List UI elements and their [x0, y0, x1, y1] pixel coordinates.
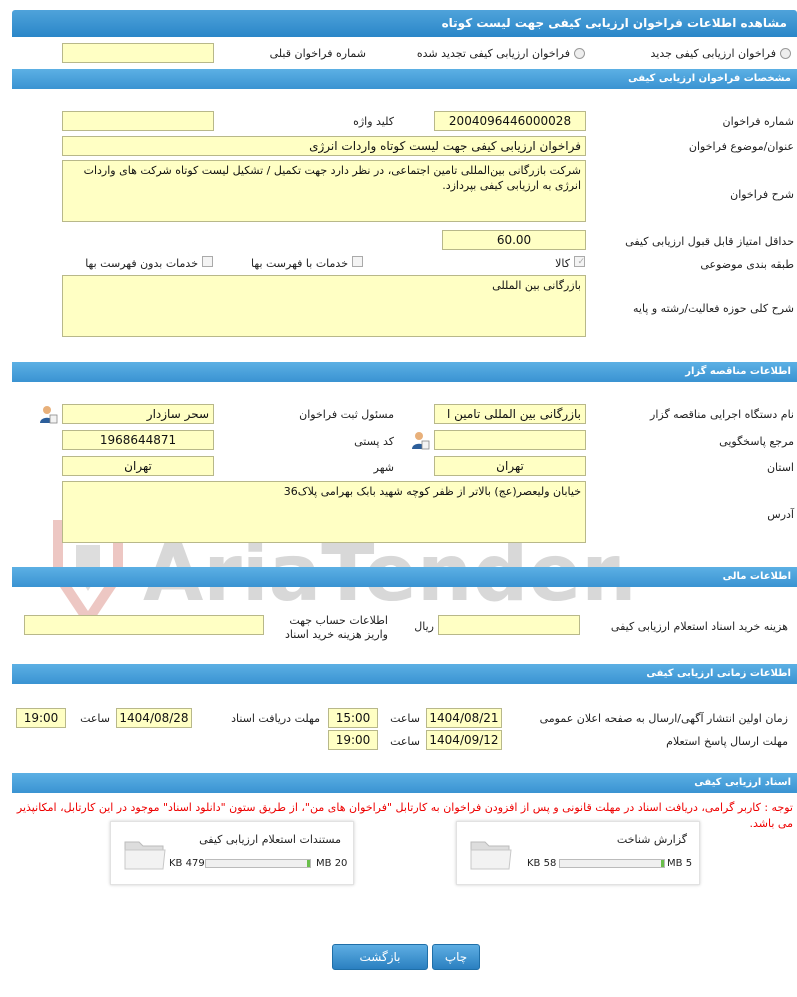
executive-org-label: نام دستگاه اجرایی مناقصه گزار [650, 408, 794, 421]
call-officer-label: مسئول ثبت فراخوان [299, 408, 394, 421]
keyword-label: کلید واژه [353, 115, 394, 128]
activity-field[interactable]: بازرگانی بین المللی [62, 275, 586, 337]
receive-deadline-label: مهلت دریافت اسناد [231, 712, 320, 725]
previous-call-number-label: شماره فراخوان قبلی [269, 47, 366, 60]
doc-cost-field[interactable] [438, 615, 580, 635]
activity-label: شرح کلی حوزه فعالیت/رشته و پایه [633, 302, 794, 315]
doc-cost-label: هزینه خرید اسناد استعلام ارزیابی کیفی [610, 620, 788, 633]
page-title: مشاهده اطلاعات فراخوان ارزیابی کیفی جهت لیست کوتاه [12, 10, 797, 37]
document-size-bar [559, 859, 665, 868]
services-with-list-checkbox[interactable] [352, 256, 363, 267]
description-field[interactable]: شرکت بازرگانی بین‌المللی تامین اجتماعی، در نظر دارد جهت تکمیل / تشکیل لیست کوتاه شرکت های واردات انرژی به ارزیابی کیفی بپردازد. [62, 160, 586, 222]
section-timing-info: اطلاعات زمانی ارزیابی کیفی [12, 664, 797, 684]
city-label: شهر [373, 461, 394, 474]
section-financial-info: اطلاعات مالی [12, 567, 797, 587]
renewed-call-label: فراخوان ارزیابی کیفی تجدید شده [416, 47, 570, 60]
min-score-label: حداقل امتیاز قابل قبول ارزیابی کیفی [625, 235, 794, 248]
section-call-specs: مشخصات فراخوان ارزیابی کیفی [12, 69, 797, 89]
reply-deadline-label: مهلت ارسال پاسخ استعلام [666, 735, 788, 748]
reply-date-field[interactable]: 1404/09/12 [426, 730, 502, 750]
subject-label: عنوان/موضوع فراخوان [688, 140, 794, 153]
previous-call-number-field[interactable] [62, 43, 214, 63]
section-documents: اسناد ارزیابی کیفی [12, 773, 797, 793]
services-without-list-checkbox[interactable] [202, 256, 213, 267]
account-info-field[interactable] [24, 615, 264, 635]
account-info-label: اطلاعات حساب جهت واریز هزینه خرید اسناد [285, 614, 388, 641]
receive-hour-label: ساعت [80, 712, 110, 725]
services-without-list-label: خدمات بدون فهرست بها [85, 257, 198, 270]
user-icon[interactable] [38, 404, 58, 424]
document-name: گزارش شناخت [616, 833, 687, 846]
executive-org-field[interactable]: بازرگانی بین المللی تامین ا [434, 404, 586, 424]
publish-hour-field[interactable]: 15:00 [328, 708, 378, 728]
renewed-call-radio[interactable] [574, 48, 585, 59]
receive-hour-field[interactable]: 19:00 [16, 708, 66, 728]
folder-icon [123, 836, 167, 872]
publish-date-field[interactable]: 1404/08/21 [426, 708, 502, 728]
document-name: مستندات استعلام ارزیابی کیفی [199, 833, 341, 846]
postal-code-field[interactable]: 1968644871 [62, 430, 214, 450]
document-card[interactable] [110, 821, 354, 885]
receive-date-field[interactable]: 1404/08/28 [116, 708, 192, 728]
city-field[interactable]: تهران [62, 456, 214, 476]
response-ref-label: مرجع پاسخگویی [719, 435, 794, 448]
address-label: آدرس [767, 508, 794, 521]
new-call-label: فراخوان ارزیابی کیفی جدید [650, 47, 776, 60]
address-field[interactable]: خیابان ولیعصر(عج) بالاتر از ظفر کوچه شهید بابک بهرامی پلاک36 [62, 481, 586, 543]
keyword-field[interactable] [62, 111, 214, 131]
back-button[interactable]: بازگشت [332, 944, 428, 970]
section-organizer-info: اطلاعات مناقصه گزار [12, 362, 797, 382]
user-icon[interactable] [410, 430, 430, 450]
document-max-size: 5 MB [667, 858, 693, 869]
call-number-label: شماره فراخوان [722, 115, 794, 128]
province-field[interactable]: تهران [434, 456, 586, 476]
goods-checkbox[interactable] [574, 256, 585, 267]
print-button[interactable]: چاپ [432, 944, 480, 970]
subject-field[interactable]: فراخوان ارزیابی کیفی جهت لیست کوتاه واردات انرژی [62, 136, 586, 156]
currency-label: ریال [414, 620, 434, 633]
category-label: طبقه بندی موضوعی [700, 258, 794, 271]
document-size: 58 KB [527, 858, 557, 869]
call-number-field[interactable]: 2004096446000028 [434, 111, 586, 131]
folder-icon [469, 836, 513, 872]
document-size-bar [205, 859, 311, 868]
document-card[interactable] [456, 821, 700, 885]
response-ref-field[interactable] [434, 430, 586, 450]
province-label: استان [766, 461, 794, 474]
new-call-radio[interactable] [780, 48, 791, 59]
goods-label: کالا [555, 257, 570, 270]
publish-time-label: زمان اولین انتشار آگهی/ارسال به صفحه اعلان عمومی [539, 712, 788, 725]
document-max-size: 20 MB [316, 858, 348, 869]
min-score-field[interactable]: 60.00 [442, 230, 586, 250]
services-with-list-label: خدمات با فهرست بها [251, 257, 348, 270]
reply-hour-label: ساعت [390, 735, 420, 748]
call-officer-field[interactable]: سحر سازدار [62, 404, 214, 424]
download-notice: توجه : کاربر گرامی، دریافت اسناد در مهلت قانونی و پس از افزودن فراخوان به کارتابل "فراخوان های من"، از طریق ستون "دانلود اسناد" موجود در این کارتابل، امکانپذیر می باشد. [16, 801, 793, 830]
reply-hour-field[interactable]: 19:00 [328, 730, 378, 750]
description-label: شرح فراخوان [730, 188, 794, 201]
postal-code-label: کد پستی [354, 435, 394, 448]
document-size: 479 KB [169, 858, 205, 869]
publish-hour-label: ساعت [390, 712, 420, 725]
